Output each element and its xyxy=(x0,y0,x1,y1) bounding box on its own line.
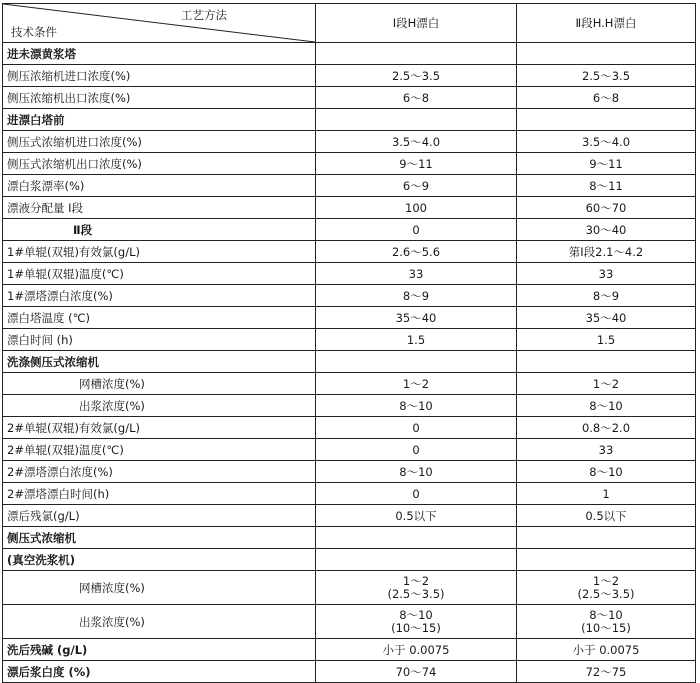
table-row xyxy=(3,131,696,153)
row-value-col1: 35～40 xyxy=(316,307,517,329)
row-label: 漂液分配量 Ⅰ段 xyxy=(3,197,316,219)
row-label: 洗涤侧压式浓缩机 xyxy=(3,351,316,373)
row-label: 漂后浆白度 (%) xyxy=(3,661,316,683)
row-value-col2: 1 xyxy=(517,483,696,505)
row-label: 侧压浓缩机进口浓度(%) xyxy=(3,65,316,87)
row-value-col2: 小于 0.0075 xyxy=(517,639,696,661)
row-value-col2: 第Ⅰ段2.1～4.2 xyxy=(517,241,696,263)
row-value-col2 xyxy=(517,605,696,639)
row-label: 侧压式浓缩机 xyxy=(3,527,316,549)
table-row xyxy=(3,263,696,285)
row-value-col1: 2.6～5.6 xyxy=(316,241,517,263)
value-alt: (2.5～3.5) xyxy=(387,586,445,601)
table-row xyxy=(3,65,696,87)
row-value-col1 xyxy=(316,351,517,373)
row-label: 漂白浆漂率(%) xyxy=(3,175,316,197)
row-label: (真空洗浆机) xyxy=(3,549,316,571)
table-row xyxy=(3,439,696,461)
value-alt: (10～15) xyxy=(581,620,631,635)
row-value-col2 xyxy=(517,549,696,571)
row-value-col1: 70～74 xyxy=(316,661,517,683)
row-value-col2: 2.5～3.5 xyxy=(517,65,696,87)
row-value-col1: 1.5 xyxy=(316,329,517,351)
row-value-col1: 1～2 xyxy=(316,373,517,395)
row-value-col2 xyxy=(517,527,696,549)
table-row xyxy=(3,285,696,307)
row-value-col2: 30～40 xyxy=(517,219,696,241)
row-value-col2 xyxy=(517,109,696,131)
bleaching-conditions-table xyxy=(2,3,696,683)
row-value-col1 xyxy=(316,549,517,571)
row-value-col2: 6～8 xyxy=(517,87,696,109)
row-value-col2: 9～11 xyxy=(517,153,696,175)
row-label: 洗后残碱 (g/L) xyxy=(3,639,316,661)
col-header-2: Ⅱ段H.H漂白 xyxy=(517,4,696,43)
row-label: 出浆浓度(%) xyxy=(3,605,316,639)
table-row xyxy=(3,307,696,329)
row-value-col2: 1.5 xyxy=(517,329,696,351)
row-value-col1 xyxy=(316,109,517,131)
row-label: 2#单辊(双辊)温度(℃) xyxy=(3,439,316,461)
row-value-col1: 100 xyxy=(316,197,517,219)
row-value-col2: 8～10 xyxy=(517,395,696,417)
table-row xyxy=(3,175,696,197)
table-row xyxy=(3,43,696,65)
table-row xyxy=(3,153,696,175)
row-value-col1: 33 xyxy=(316,263,517,285)
row-label: 漂白时间 (h) xyxy=(3,329,316,351)
row-label: 侧压浓缩机出口浓度(%) xyxy=(3,87,316,109)
row-value-col1: 0 xyxy=(316,439,517,461)
row-value-col2: 8～10 xyxy=(517,461,696,483)
process-table-document xyxy=(2,3,696,683)
table-row xyxy=(3,417,696,439)
table-row xyxy=(3,661,696,683)
row-value-col1: 2.5～3.5 xyxy=(316,65,517,87)
table-row xyxy=(3,605,696,639)
table-row xyxy=(3,505,696,527)
row-label: 2#漂塔漂白时间(h) xyxy=(3,483,316,505)
value-main: 8～10 xyxy=(399,607,433,622)
row-value-col2: 3.5～4.0 xyxy=(517,131,696,153)
header-row xyxy=(3,4,696,43)
row-value-col2: 35～40 xyxy=(517,307,696,329)
row-value-col2 xyxy=(517,43,696,65)
row-label: 2#单辊(双辊)有效氯(g/L) xyxy=(3,417,316,439)
row-label: 1#漂塔漂白浓度(%) xyxy=(3,285,316,307)
table-row xyxy=(3,197,696,219)
table-row xyxy=(3,461,696,483)
row-value-col1 xyxy=(316,571,517,605)
row-value-col1 xyxy=(316,605,517,639)
row-value-col2: 33 xyxy=(517,263,696,285)
row-value-col1: 0 xyxy=(316,483,517,505)
row-value-col2 xyxy=(517,351,696,373)
table-row xyxy=(3,87,696,109)
header-diagonal-cell xyxy=(3,4,316,43)
row-value-col2: 8～9 xyxy=(517,285,696,307)
condition-label: 技术条件 xyxy=(11,25,57,39)
row-value-col1: 0 xyxy=(316,417,517,439)
row-value-col1: 0.5以下 xyxy=(316,505,517,527)
row-value-col2: 0.5以下 xyxy=(517,505,696,527)
row-value-col2: 8～11 xyxy=(517,175,696,197)
row-label: 出浆浓度(%) xyxy=(3,395,316,417)
value-main: 1～2 xyxy=(592,573,620,588)
table-row xyxy=(3,639,696,661)
row-label: 网槽浓度(%) xyxy=(3,571,316,605)
row-value-col1: 9～11 xyxy=(316,153,517,175)
value-main: 1～2 xyxy=(402,573,430,588)
table-row xyxy=(3,483,696,505)
table-row xyxy=(3,329,696,351)
table-row xyxy=(3,549,696,571)
row-label: 1#单辊(双辊)温度(℃) xyxy=(3,263,316,285)
row-value-col2: 72～75 xyxy=(517,661,696,683)
table-row xyxy=(3,241,696,263)
row-value-col1: 6～9 xyxy=(316,175,517,197)
row-label: 2#漂塔漂白浓度(%) xyxy=(3,461,316,483)
table-row xyxy=(3,219,696,241)
row-label: Ⅱ段 xyxy=(3,219,316,241)
row-value-col2: 60～70 xyxy=(517,197,696,219)
row-value-col2: 1～2 xyxy=(517,373,696,395)
row-value-col2: 0.8～2.0 xyxy=(517,417,696,439)
row-label: 漂白塔温度 (℃) xyxy=(3,307,316,329)
table-row xyxy=(3,351,696,373)
table-row xyxy=(3,109,696,131)
row-value-col1 xyxy=(316,527,517,549)
row-value-col1: 8～9 xyxy=(316,285,517,307)
row-value-col1: 3.5～4.0 xyxy=(316,131,517,153)
row-label: 进未漂黄浆塔 xyxy=(3,43,316,65)
row-value-col1: 小于 0.0075 xyxy=(316,639,517,661)
col-header-1: Ⅰ段H漂白 xyxy=(316,4,517,43)
value-main: 8～10 xyxy=(589,607,623,622)
row-label: 侧压式浓缩机进口浓度(%) xyxy=(3,131,316,153)
row-label: 网槽浓度(%) xyxy=(3,373,316,395)
row-label: 1#单辊(双辊)有效氯(g/L) xyxy=(3,241,316,263)
table-row xyxy=(3,527,696,549)
row-value-col1: 8～10 xyxy=(316,395,517,417)
table-row xyxy=(3,373,696,395)
value-alt: (2.5～3.5) xyxy=(577,586,635,601)
table-row xyxy=(3,395,696,417)
row-label: 进漂白塔前 xyxy=(3,109,316,131)
row-label: 漂后残氯(g/L) xyxy=(3,505,316,527)
row-value-col2: 33 xyxy=(517,439,696,461)
row-label: 侧压式浓缩机出口浓度(%) xyxy=(3,153,316,175)
row-value-col2 xyxy=(517,571,696,605)
method-label: 工艺方法 xyxy=(181,8,227,22)
row-value-col1: 6～8 xyxy=(316,87,517,109)
row-value-col1 xyxy=(316,43,517,65)
table-row xyxy=(3,571,696,605)
row-value-col1: 0 xyxy=(316,219,517,241)
row-value-col1: 8～10 xyxy=(316,461,517,483)
value-alt: (10～15) xyxy=(391,620,441,635)
